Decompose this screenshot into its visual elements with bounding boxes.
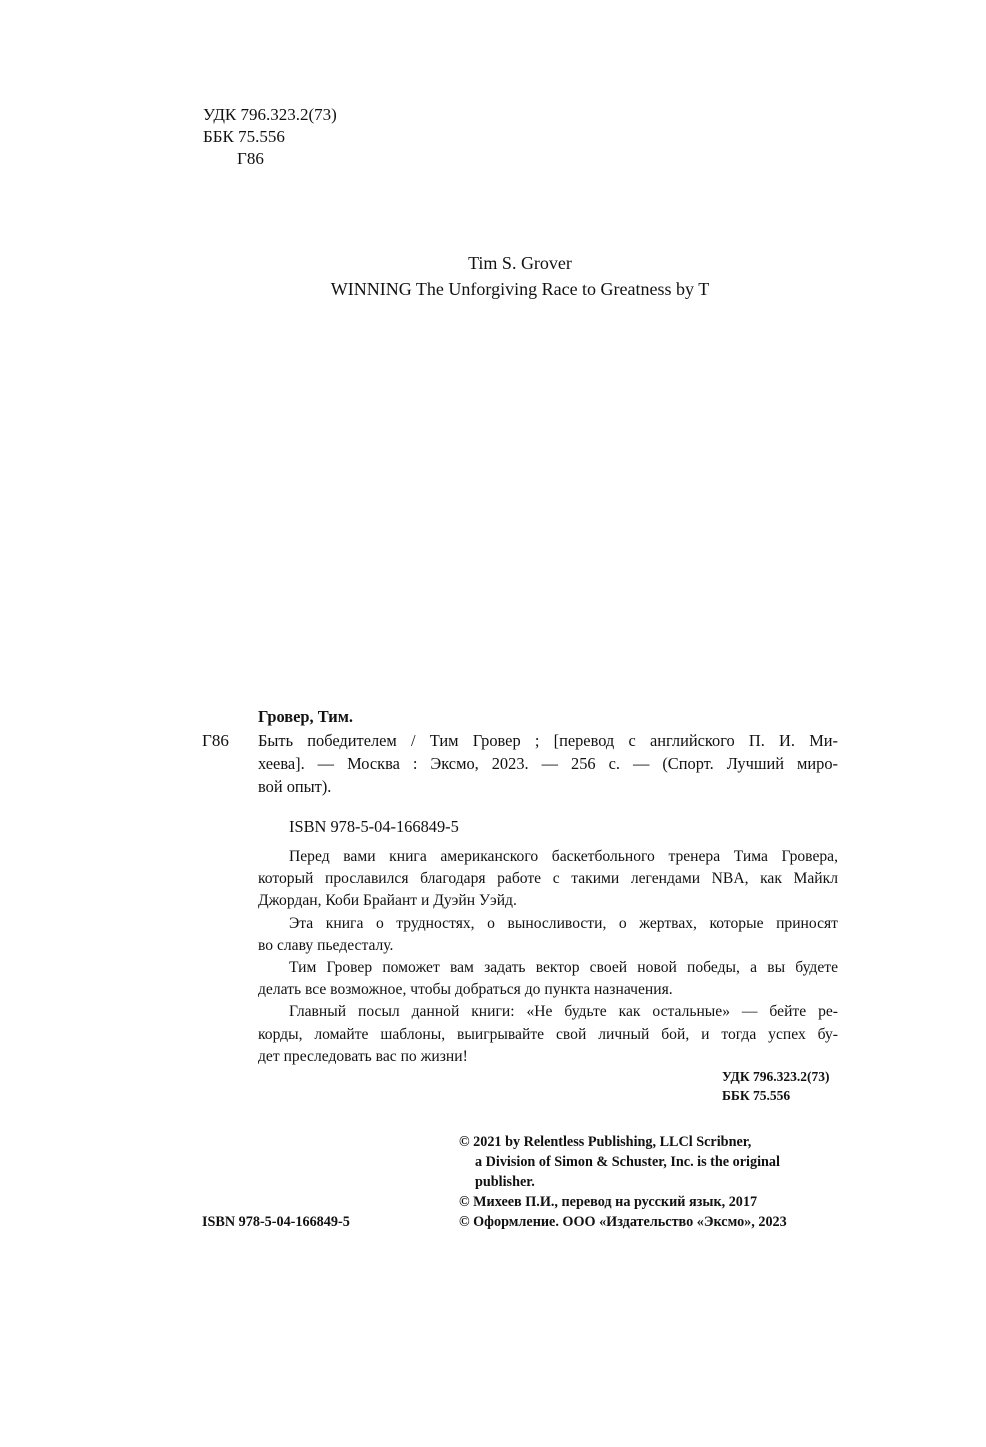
copyright-line: © Михеев П.И., перевод на русский язык, 2017 bbox=[459, 1194, 758, 1210]
author-mark: Г86 bbox=[237, 149, 264, 168]
bib-line: Быть победителем / Тим Гровер ; [перевод с английского П. И. Ми- bbox=[258, 731, 838, 750]
bib-heading: Гровер, Тим. bbox=[258, 707, 353, 726]
copyright-line: © 2021 by Relentless Publishing, LLCl Scribner, bbox=[459, 1134, 752, 1150]
annotation-line: делать все возможное, чтобы добраться до пункта назначения. bbox=[258, 981, 673, 999]
annotation-line: Эта книга о трудностях, о выносливости, о жертвах, которые приносят bbox=[289, 914, 838, 932]
annotation-line: дет преследовать вас по жизни! bbox=[258, 1047, 468, 1065]
annotation-line: Джордан, Коби Брайант и Дуэйн Уэйд. bbox=[258, 892, 517, 910]
annotation-line: во славу пьедесталу. bbox=[258, 936, 394, 954]
copyright-line: publisher. bbox=[475, 1174, 535, 1190]
bib-line: вой опыт). bbox=[258, 777, 332, 796]
bib-isbn: ISBN 978-5-04-166849-5 bbox=[289, 817, 459, 836]
copyright-line: a Division of Simon & Schuster, Inc. is the original bbox=[475, 1154, 780, 1170]
bbk-code: ББК 75.556 bbox=[203, 127, 285, 146]
annotation-line: Перед вами книга американского баскетбольного тренера Тима Гровера, bbox=[289, 848, 838, 865]
annotation-line: Тим Гровер поможет вам задать вектор своей новой победы, а вы будете bbox=[289, 959, 838, 977]
bbk-code-bottom: ББК 75.556 bbox=[722, 1088, 791, 1103]
udk-code-bottom: УДК 796.323.2(73) bbox=[722, 1069, 830, 1084]
annotation-line: корды, ломайте шаблоны, выигрывайте свой личный бой, и тогда успех бу- bbox=[258, 1025, 838, 1043]
isbn-bottom: ISBN 978-5-04-166849-5 bbox=[202, 1214, 350, 1230]
top-classification-block bbox=[203, 104, 337, 170]
original-title: WINNING The Unforgiving Race to Greatness by T bbox=[330, 279, 710, 299]
bib-line: хеева]. — Москва : Эксмо, 2023. — 256 с. — (Спорт. Лучший миро- bbox=[258, 754, 838, 773]
copyright-block bbox=[459, 1132, 787, 1232]
udk-code: УДК 796.323.2(73) bbox=[203, 105, 337, 124]
copyright-line: © Оформление. ООО «Издательство «Эксмо», 2023 bbox=[459, 1214, 787, 1230]
annotation-line: который прославился благодаря работе с такими легендами NBA, как Майкл bbox=[258, 870, 838, 888]
bib-description bbox=[258, 729, 838, 798]
annotation-line: Главный посыл данной книги: «Не будьте как остальные» — бейте ре- bbox=[289, 1003, 838, 1021]
original-author: Tim S. Grover bbox=[468, 253, 572, 273]
annotation bbox=[258, 846, 838, 1068]
bottom-classification-block bbox=[722, 1067, 830, 1105]
bib-author-mark: Г86 bbox=[202, 731, 229, 750]
